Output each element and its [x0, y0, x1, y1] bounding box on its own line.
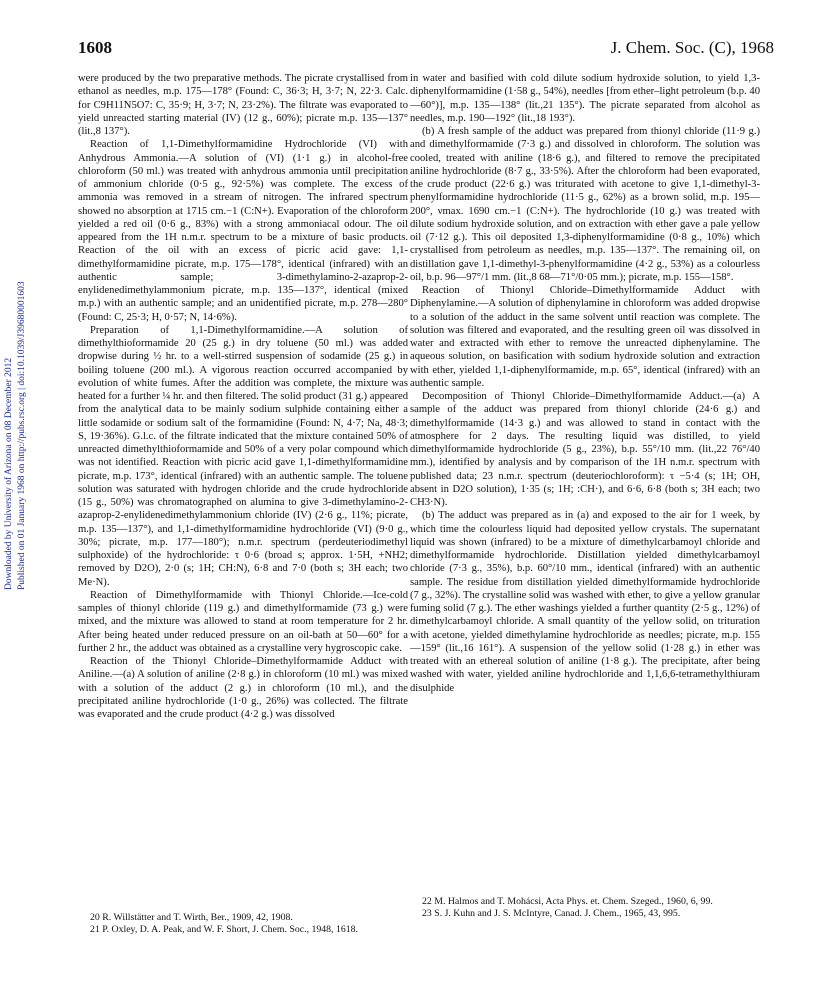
page-header	[78, 38, 774, 62]
paragraph: Decomposition of Thionyl Chloride–Dimethylformamide Adduct.—(a) A sample of the adduct was prepared from thionyl chloride (24·6 g.) and dimethylformamide (14·3 g.) and was allowed to stand in contact with the atmosphere for 2 days. The resulting liquid was distilled, to yield dimethylformamide hydrochloride (5 g., 23%), b.p. 55°/10 mm. (lit.,22 76°/40 mm.), identified by analysis and by comparison of the 1H n.m.r. spectrum with published data; 23 n.m.r. spectrum (deuteriochloroform): τ −5·4 (s; 1H; OH, absent in D2O solution), 1·35 (s; 1H; :CH·), and 6·6, 6·8 (both s; 3H each; two CH3·N).	[410, 391, 760, 508]
paragraph: were produced by the two preparative methods. The picrate crystallised from ethanol as needles, m.p. 175—178° (Found: C, 36·3; H, 3·7; N, 22·3. Calc. for C9H11N5O7: C, 35·9; H, 3·7; N, 23·2%). The filtrate was evaporated to yield unreacted starting material (IV) (12 g., 60%); picrate m.p. 135—137° (lit.,8 137°).	[78, 73, 408, 137]
paragraph: (b) The adduct was prepared as in (a) and exposed to the air for 1 week, by which time the colourless liquid had deposited yellow crystals. The supernatant liquid was shown (infrared) to be a mixture of dimethylcarbamoyl chloride and dimethylformamide hydrochloride. Distillation yielded dimethylcarbamoyl chloride (7·3 g., 35%), b.p. 60°/10 mm., identical (infrared) with an authentic sample. The residue from distillation yielded dimethylformamide hydrochloride (7 g., 32%). The crystalline solid was washed with ether, to give a yellow granular fuming solid (7 g.). The ether washings yielded a further quantity (2·5 g., 12%) of dimethylcarbamoyl chloride. A small quantity of the yellow solid, on trituration with acetone, yielded dimethylamine hydrochloride as needles; picrate, m.p. 155—159° (lit.,16 161°). A suspension of the yellow solid (1·28 g.) in ether was treated with an ethereal solution of aniline (1·8 g.). The precipitate, after being washed with water, yielded aniline hydrochloride and 1,1,6,6-tetramethylthiuram disulphide	[410, 510, 760, 694]
download-notice: Downloaded by University of Arizona on 08 December 2012	[4, 357, 14, 590]
paragraph: Reaction of Dimethylformamide with Thionyl Chloride.—Ice-cold samples of thionyl chloride (119 g.) and dimethylformamide (73 g.) were mixed, and the mixture was allowed to stand at room temperature for 2 hr. After being heated under reduced pressure on an oil-bath at 50—60° for a further 2 hr., the adduct was obtained as a crystalline very hygroscopic cake.	[78, 589, 408, 654]
publication-notice: Published on 01 January 1968 on http://pubs.rsc.org | doi:10.1039/J39680001603	[17, 281, 27, 590]
journal-title: J. Chem. Soc. (C), 1968	[610, 38, 774, 57]
footnote: 22 M. Halmos and T. Mohácsi, Acta Phys. et. Chem. Szeged., 1960, 6, 99.	[422, 896, 713, 907]
paragraph: (b) A fresh sample of the adduct was prepared from thionyl chloride (11·9 g.) and dimethylformamide (7·3 g.) and dissolved in chloroform. The solution was cooled, treated with aniline (18·6 g.), and filtered to remove the precipitated aniline hydrochloride (8·7 g., 33·5%). After the chloroform had been evaporated, the crude product (22·6 g.) was triturated with acetone to give 1,1-dimethyl-3-phenylformamidine hydrochloride (11·5 g., 62%) as a brown solid, m.p. 195—200°, νmax. 1690 cm.−1 (C:N+). The hydrochloride (10 g.) was treated with dilute sodium hydroxide solution, and on extraction with ether gave a pale yellow oil (7·12 g.). This oil deposited 1,3-diphenylformamidine (0·8 g., 10%) which crystallised from petroleum as needles, m.p. 135—137°. The remaining oil, on distillation gave 1,1-dimethyl-3-phenylformamidine (4·2 g., 53%) as a colourless oil, b.p. 96—97°/1 mm. (lit.,8 68—71°/0·05 mm.); picrate, m.p. 155—158°.	[410, 126, 760, 283]
footnote: 21 P. Oxley, D. A. Peak, and W. F. Short, J. Chem. Soc., 1948, 1618.	[90, 924, 359, 935]
paragraph: Reaction of Thionyl Chloride–Dimethylformamide Adduct with Diphenylamine.—A solution of diphenylamine in chloroform was added dropwise to a solution of the adduct in the same solvent until reaction was complete. The solution was filtered and evaporated, and the resulting green oil was dissolved in water and extracted with ether to remove the unreacted diphenylamine. The aqueous solution, on basification with sodium hydroxide solution and extraction with ether, yielded 1,1-diphenylformamide, m.p. 65°, identical (infrared) with an authentic sample.	[410, 285, 760, 389]
paragraph: Reaction of 1,1-Dimethylformamidine Hydrochloride (VI) with Anhydrous Ammonia.—A solution of (VI) (1·1 g.) in alcohol-free chloroform (50 ml.) was treated with anhydrous ammonia until precipitation of ammonium chloride (0·5 g., 92·5%) was complete. The excess of ammonia was removed in a stream of nitrogen. The infrared spectrum showed no absorption at 1715 cm.−1 (C:N+). Evaporation of the chloroform yielded a red oil (0·6 g., 83%) with a strong ammoniacal odour. The oil appeared from the 1H n.m.r. spectrum to be a mixture of basic products. Reaction of the oil with an excess of picric acid gave: 1,1-dimethylformamidine picrate, m.p. 175—178°, identical (infrared) with an authentic sample; 3-dimethylamino-2-azaprop-2-enylidenedimethylammonium picrate, m.p. 135—137°, identical (mixed m.p.) with an authentic sample; and an unidentified picrate, m.p. 278—280° (Found: C, 25·3; H, 0·57; N, 14·6%).	[78, 139, 408, 323]
footnotes-left	[78, 912, 408, 936]
paragraph: Preparation of 1,1-Dimethylformamidine.—A solution of dimethylthioformamide 20 (25 g.) in dry toluene (50 ml.) was added dropwise during ½ hr. to a well-stirred suspension of sodamide (25 g.) in boiling toluene (200 ml.). A vigorous reaction occurred accompanied by evolution of white fumes. After the addition was complete, the mixture was heated for a further ¼ hr. and then filtered. The solid product (31 g.) appeared from the analytical data to be mainly sodium sulphide containing either a little sodamide or sodium salt of the formamidine (Found: N, 4·7; Na, 48·3; S, 19·36%). G.l.c. of the filtrate indicated that the mixture contained 50% of unreacted dimethylthioformamide and 50% of a very polar compound which was not identified. Reaction with picric acid gave 1,1-dimethylformamidine picrate, m.p. 173°, identical (infrared) with an authentic sample. The toluene solution was saturated with hydrogen chloride and the crude hydrochloride (15 g., 50%) was chromatographed on alumina to give 3-dimethylamino-2-azaprop-2-enylidenedimethylammonium chloride (IV) (2·6 g., 11%; picrate, m.p. 135—137°), and 1,1-dimethylformamidine hydrochloride (VI) (9·0 g., 30%; picrate, m.p. 177—180°); n.m.r. spectrum (perdeuteriodimethyl sulphoxide) of the hydrochloride: τ 0·6 (broad s; approx. 1·5H, +NH2; removed by D2O), 2·0 (s; 1H; CH:N), 6·8 and 7·0 (both s; 3H each; two Me·N).	[78, 324, 408, 588]
left-column	[78, 72, 408, 721]
download-watermark	[2, 170, 32, 590]
footnote: 23 S. J. Kuhn and J. S. McIntyre, Canad. J. Chem., 1965, 43, 995.	[422, 908, 681, 919]
footnotes-right	[410, 896, 760, 920]
right-column	[410, 72, 760, 695]
footnote: 20 R. Willstätter and T. Wirth, Ber., 1909, 42, 1908.	[90, 912, 293, 923]
page-number: 1608	[78, 38, 112, 57]
paragraph: in water and basified with cold dilute sodium hydroxide solution, to yield 1,3-diphenylformamidine (1·58 g., 54%), needles [from ether–light petroleum (b.p. 40—60°)], m.p. 135—138° (lit.,21 135°). The picrate separated from alcohol as needles, m.p. 190—192° (lit.,18 193°).	[410, 73, 760, 124]
paragraph: Reaction of the Thionyl Chloride–Dimethylformamide Adduct with Aniline.—(a) A solution of aniline (2·8 g.) in chloroform (10 ml.) was mixed with a solution of the adduct (2 g.) in chloroform (10 ml.), and the precipitated aniline hydrochloride (1·0 g., 26%) was collected. The filtrate was evaporated and the crude product (4·2 g.) was dissolved	[78, 656, 408, 720]
